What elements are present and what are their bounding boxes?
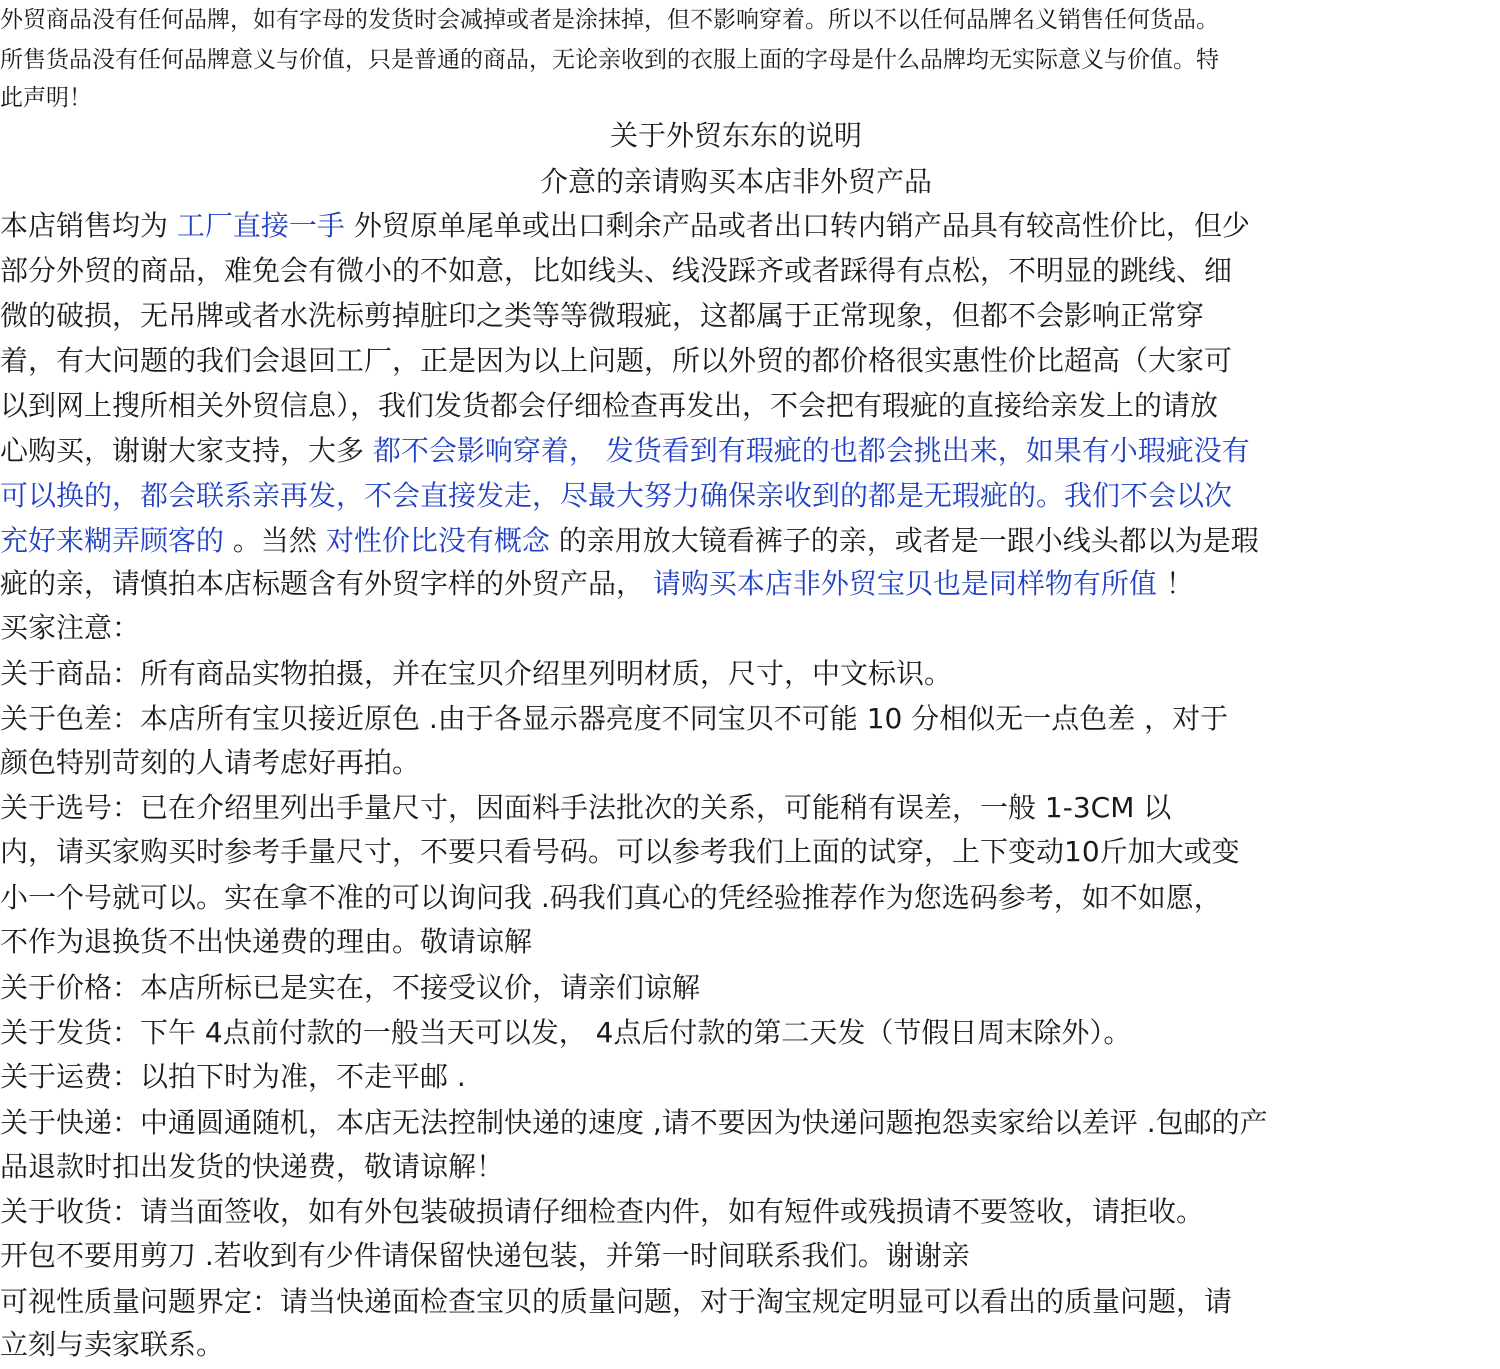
notice-goods: 关于商品：所有商品实物拍摄，并在宝贝介绍里列明材质，尺寸，中文标识。	[0, 657, 953, 690]
intro-line-4: 着，有大问题的我们会退回工厂，正是因为以上问题，所以外贸的都价格很实惠性价比超高（大家可	[0, 344, 1233, 377]
intro-line-1	[0, 204, 1250, 248]
highlight-non-foreign-trade: 请购买本店非外贸宝贝也是同样物有所值	[652, 567, 1157, 600]
intro-line-9	[0, 562, 1194, 606]
notice-size-line-4: 不作为退换货不出快递费的理由。敬请谅解	[0, 925, 533, 958]
intro-line-7: 可以换的，都会联系亲再发，不会直接发走，尽最大努力确保亲收到的都是无瑕疵的。我们不会以次	[0, 479, 1233, 512]
notice-express-line-1: 关于快递：中通圆通随机，本店无法控制快递的速度 ,请不要因为快递问题抱怨卖家给以差评 .包邮的产	[0, 1106, 1268, 1139]
notice-color-line-2: 颜色特别苛刻的人请考虑好再拍。	[0, 746, 421, 779]
section-subtitle: 介意的亲请购买本店非外贸产品	[539, 165, 932, 198]
notice-size-line-2: 内，请买家购买时参考手量尺寸，不要只看号码。可以参考我们上面的试穿，上下变动10斤加大或变	[0, 835, 1240, 868]
highlight-factory: 工厂直接一手	[176, 209, 345, 242]
highlight-no-cheat: 充好来糊弄顾客的	[0, 524, 233, 557]
notice-quality-line-1: 可视性质量问题界定：请当快递面检查宝贝的质量问题，对于淘宝规定明显可以看出的质量问题，请	[0, 1285, 1233, 1318]
disclaimer-line-1: 外贸商品没有任何品牌，如有字母的发货时会减掉或者是涂抹掉，但不影响穿着。所以不以任何品牌名义销售任何货品。	[0, 7, 1219, 33]
section-title: 关于外贸东东的说明	[609, 119, 862, 152]
notice-quality-line-2: 立刻与卖家联系。	[0, 1328, 225, 1361]
disclaimer-line-3: 此声明！	[0, 85, 92, 111]
notice-size-line-1: 关于选号：已在介绍里列出手量尺寸，因面料手法批次的关系，可能稍有误差，一般 1-3CM 以	[0, 791, 1172, 824]
disclaimer-line-2: 所售货品没有任何品牌意义与价值，只是普通的商品，无论亲收到的衣服上面的字母是什么品牌均无实际意义与价值。特	[0, 47, 1219, 73]
intro-text: 外贸原单尾单或出口剩余产品或者出口转内销产品具有较高性价比，但少	[344, 209, 1250, 242]
notice-size-line-3: 小一个号就可以。实在拿不准的可以询问我 .码我们真心的凭经验推荐作为您选码参考，如不如愿，	[0, 881, 1222, 914]
intro-text: ！	[1156, 567, 1194, 600]
intro-text: 本店销售均为	[0, 209, 177, 242]
notice-express-line-2: 品退款时扣出发货的快递费，敬请谅解！	[0, 1150, 505, 1183]
highlight-value-concept: 对性价比没有概念	[325, 524, 550, 557]
notice-color-line-1: 关于色差：本店所有宝贝接近原色 .由于各显示器亮度不同宝贝不可能 10 分相似无一点色差 ，对于	[0, 702, 1229, 735]
intro-line-8	[0, 519, 1259, 563]
notice-shipping: 关于发货：下午 4点前付款的一般当天可以发， 4点后付款的第二天发（节假日周末除外）。	[0, 1016, 1132, 1049]
intro-line-6	[0, 429, 1250, 473]
notice-receive-line-2: 开包不要用剪刀 .若收到有少件请保留快递包装，并第一时间联系我们。谢谢亲	[0, 1239, 970, 1272]
intro-line-3: 微的破损，无吊牌或者水洗标剪掉脏印之类等等微瑕疵，这都属于正常现象，但都不会影响正常穿	[0, 299, 1205, 332]
highlight-inspection: 都不会影响穿着， 发货看到有瑕疵的也都会挑出来，如果有小瑕疵没有	[372, 434, 1250, 467]
intro-text: 疵的亲，请慎拍本店标题含有外贸字样的外贸产品，	[0, 567, 653, 600]
intro-line-5: 以到网上搜所相关外贸信息），我们发货都会仔细检查再发出，不会把有瑕疵的直接给亲发上的请放	[0, 389, 1219, 422]
intro-text: 。当然	[232, 524, 326, 557]
notice-price: 关于价格：本店所标已是实在，不接受议价，请亲们谅解	[0, 971, 701, 1004]
intro-line-2: 部分外贸的商品，难免会有微小的不如意，比如线头、线没踩齐或者踩得有点松，不明显的跳线、细	[0, 254, 1233, 287]
notice-receive-line-1: 关于收货：请当面签收，如有外包装破损请仔细检查内件，如有短件或残损请不要签收，请拒收。	[0, 1195, 1205, 1228]
notice-title: 买家注意：	[0, 611, 141, 644]
notice-freight: 关于运费：以拍下时为准，不走平邮 .	[0, 1060, 466, 1093]
intro-text: 的亲用放大镜看裤子的亲，或者是一跟小线头都以为是瑕	[549, 524, 1259, 557]
intro-text: 心购买，谢谢大家支持，大多	[0, 434, 373, 467]
